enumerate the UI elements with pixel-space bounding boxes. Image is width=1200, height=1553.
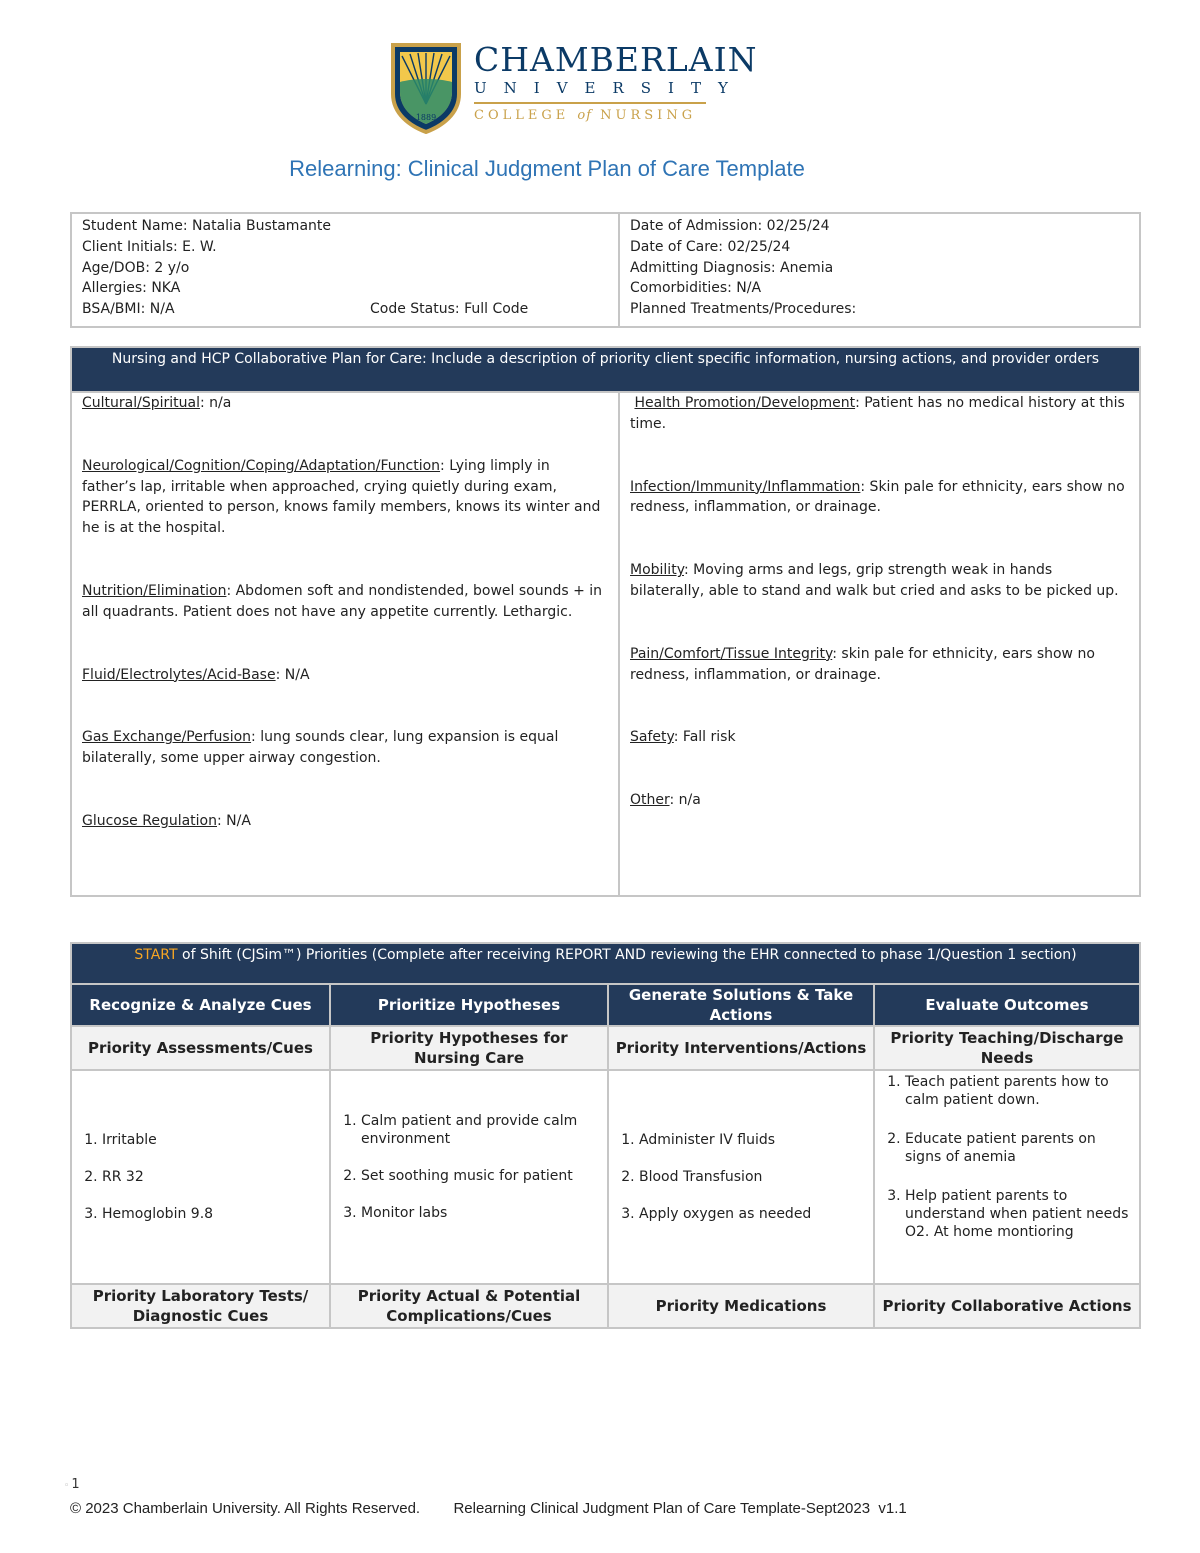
cultural-spiritual: Cultural/Spiritual: n/a (82, 395, 232, 411)
hypotheses-list (339, 1112, 599, 1222)
comorbidities: Comorbidities: N/A (630, 280, 762, 297)
interventions-list (617, 1131, 865, 1223)
safety: Safety: Fall risk (630, 729, 736, 746)
sub-priority-hypotheses: Priority Hypotheses for Nursing Care (330, 1026, 608, 1070)
mobility: Mobility: Moving arms and legs, grip strength weak in hands bilaterally, able to stand and walk but cried and asks to be picked up. (630, 562, 1119, 599)
sub-priority-complications: Priority Actual & Potential Complications/Cues (330, 1284, 608, 1328)
list-item: 3. Monitor labs (361, 1204, 599, 1222)
list-item: 1. Teach patient parents how to calm patient down. (905, 1073, 1131, 1109)
list-item: 3. Help patient parents to understand when patient needs O2. At home montioring (905, 1187, 1131, 1241)
document-id: Relearning Clinical Judgment Plan of Care Template-Sept2023 v1.1 (453, 1500, 907, 1517)
cues-list (80, 1131, 321, 1223)
fluid-electrolytes: Fluid/Electrolytes/Acid-Base: N/A (82, 666, 310, 683)
chamberlain-logo (390, 40, 758, 134)
sub-priority-interventions: Priority Interventions/Actions (608, 1026, 874, 1070)
collab-plan-table (70, 346, 1141, 897)
sub-priority-teaching: Priority Teaching/Discharge Needs (874, 1026, 1140, 1070)
date-of-care: Date of Care: 02/25/24 (630, 238, 791, 255)
col-evaluate-outcomes: Evaluate Outcomes (874, 984, 1140, 1026)
nutrition-elimination: Nutrition/Elimination: Abdomen soft and nondistended, bowel sounds + in all quadrants. Patient does not have any appetite currently. Lethargic. (82, 582, 603, 620)
list-item: 3. Apply oxygen as needed (639, 1205, 865, 1223)
shift-priorities-header: START of Shift (CJSim™) Priorities (Complete after receiving REPORT AND reviewing the EHR connected to phase 1/Question 1 section) (71, 943, 1140, 984)
col-recognize-analyze: Recognize & Analyze Cues (71, 984, 330, 1026)
health-promotion: Health Promotion/Development: Patient has no medical history at this time. (630, 395, 1125, 432)
list-item: 1. Calm patient and provide calm environment (361, 1112, 599, 1148)
age-dob: Age/DOB: 2 y/o (82, 259, 190, 276)
planned-treatments: Planned Treatments/Procedures: (630, 301, 857, 318)
collab-plan-left (71, 392, 619, 896)
teaching-list (883, 1073, 1131, 1241)
client-initials: Client Initials: E. W. (82, 238, 217, 255)
infection-immunity: Infection/Immunity/Inflammation: Skin pale for ethnicity, ears show no redness, inflammation, or drainage. (630, 478, 1125, 516)
admitting-diagnosis: Admitting Diagnosis: Anemia (630, 259, 834, 276)
svg-text:1889: 1889 (415, 113, 437, 122)
logo-college: COLLEGE of NURSING (474, 108, 697, 123)
date-of-admission: Date of Admission: 02/25/24 (630, 218, 830, 234)
gas-exchange: Gas Exchange/Perfusion: lung sounds clear, lung expansion is equal bilaterally, some upper airway congestion. (82, 729, 559, 767)
list-item: 1. Irritable (102, 1131, 321, 1149)
list-item: 2. RR 32 (102, 1168, 321, 1186)
bsa-bmi: BSA/BMI: N/A (82, 301, 175, 318)
patient-info-left (71, 213, 619, 327)
list-item: 2. Educate patient parents on signs of anemia (905, 1130, 1131, 1166)
allergies: Allergies: NKA (82, 280, 181, 297)
collab-plan-right (619, 392, 1140, 896)
list-item: 2. Set soothing music for patient (361, 1167, 599, 1185)
list-item: 3. Hemoglobin 9.8 (102, 1205, 321, 1223)
logo-divider (474, 102, 706, 104)
sub-priority-lab-tests: Priority Laboratory Tests/ Diagnostic Cues (71, 1284, 330, 1328)
sub-priority-assessments: Priority Assessments/Cues (71, 1026, 330, 1070)
shield-crest-icon (390, 42, 462, 134)
pain-comfort: Pain/Comfort/Tissue Integrity: skin pale for ethnicity, ears show no redness, inflammation, or drainage. (630, 645, 1095, 683)
teaching-cell (874, 1070, 1140, 1284)
list-item: 2. Blood Transfusion (639, 1168, 865, 1186)
logo-university: UNIVERSITY (474, 79, 745, 97)
page-title: Relearning: Clinical Judgment Plan of Care Template (289, 156, 805, 181)
col-prioritize-hypotheses: Prioritize Hypotheses (330, 984, 608, 1026)
glucose-regulation: Glucose Regulation: N/A (82, 812, 251, 829)
collab-plan-header: Nursing and HCP Collaborative Plan for Care: Include a description of priority client specific information, nursing actions, and provider orders (71, 347, 1140, 392)
list-item: 1. Administer IV fluids (639, 1131, 865, 1149)
logo-name: CHAMBERLAIN (474, 40, 758, 79)
patient-info-table (70, 212, 1141, 328)
col-generate-solutions: Generate Solutions & Take Actions (608, 984, 874, 1026)
sub-priority-medications: Priority Medications (608, 1284, 874, 1328)
other: Other: n/a (630, 792, 701, 809)
patient-info-right (619, 213, 1140, 327)
student-name: Student Name: Natalia Bustamante (82, 218, 331, 234)
sub-priority-collaborative: Priority Collaborative Actions (874, 1284, 1140, 1328)
shift-priorities-table (70, 942, 1141, 1329)
page-footer (70, 1500, 907, 1517)
page-number: ◦ 1 (64, 1477, 80, 1492)
code-status: Code Status: Full Code (370, 301, 529, 318)
hypotheses-cell (330, 1070, 608, 1284)
cues-cell (71, 1070, 330, 1284)
copyright: © 2023 Chamberlain University. All Rights Reserved. (70, 1500, 421, 1517)
neurological: Neurological/Cognition/Coping/Adaptation/Function: Lying limply in father’s lap, irritable when approached, crying quietly during exam, PERRLA, oriented to person, knows family members, knows its winter and he is at the hospital. (82, 457, 601, 537)
interventions-cell (608, 1070, 874, 1284)
